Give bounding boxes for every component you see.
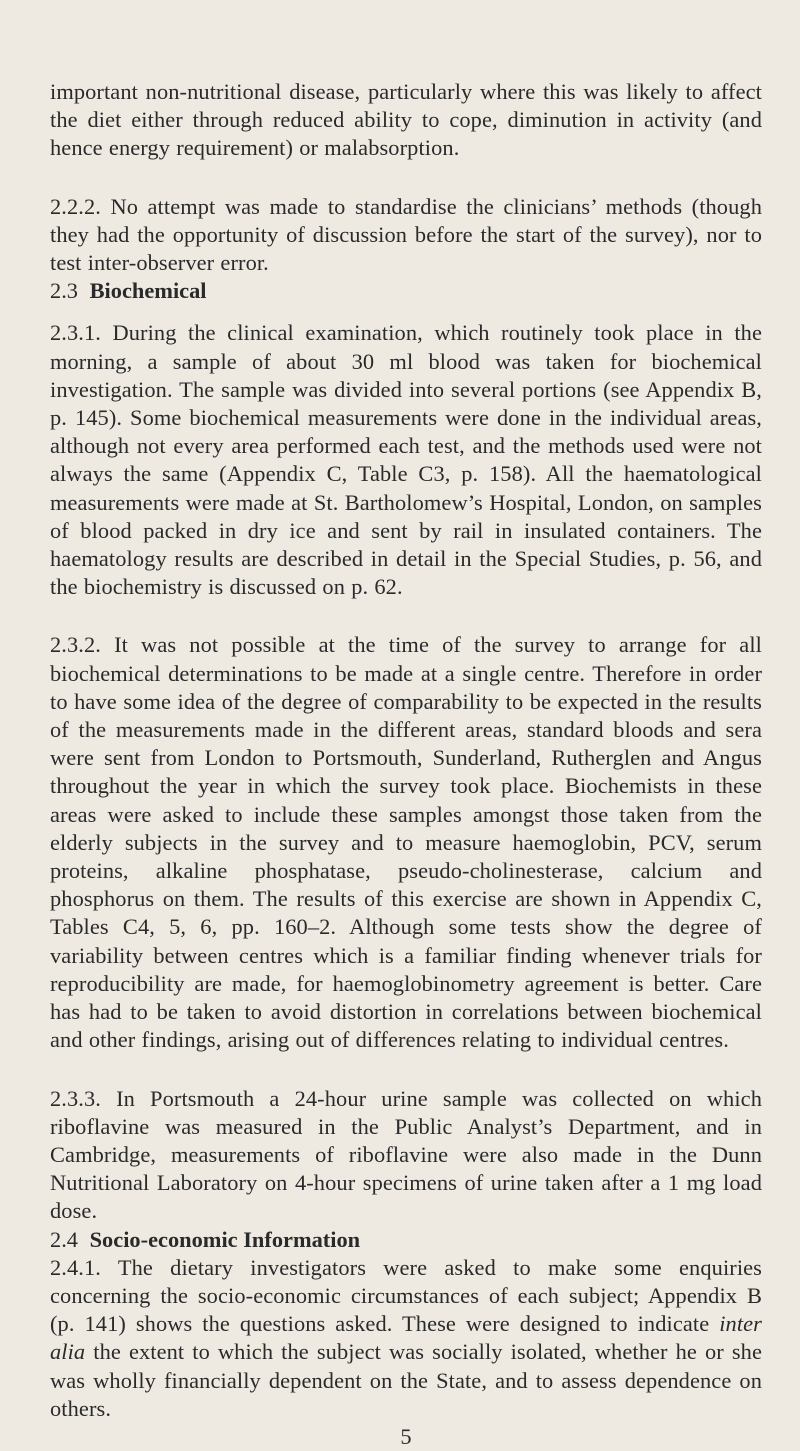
section-heading-biochemical — [50, 277, 762, 305]
paragraph-2-4-1 — [50, 1254, 762, 1423]
section-title: Socio-economic Information — [89, 1226, 361, 1252]
paragraph-text: the extent to which the subject was socially isolated, whether he or she was wholly financially dependent on the State, and to assess dependence on others. — [50, 1339, 762, 1421]
paragraph-continuation: important non-nutritional disease, particularly where this was likely to affect the diet either through reduced ability to cope, diminution in activity (and hence energy requirement) or malabsorption. — [50, 79, 762, 161]
section-number: 2.4 — [50, 1226, 78, 1252]
paragraph-2-2-2: 2.2.2. No attempt was made to standardise the clinicians’ methods (though they had the opportunity of discussion before the start of the survey), nor to test inter-observer error. — [50, 193, 762, 276]
section-title: Biochemical — [89, 278, 207, 304]
page-number: 5 — [400, 1423, 412, 1449]
paragraph-2-3-3: 2.3.3. In Portsmouth a 24-hour urine sample was collected on which riboflavine was measured in the Public Analyst’s Department, and in Cambridge, measurements of riboflavine were also made in the Dunn Nutritional Laboratory on 4-hour specimens of urine taken after a 1 mg load dose. — [50, 1085, 762, 1224]
section-heading-socio-economic — [50, 1226, 762, 1254]
paragraph-2-3-1: 2.3.1. During the clinical examination, which routinely took place in the morning, a sample of about 30 ml blood was taken for biochemical investigation. The sample was divided into several portions (see Appendix B, p. 145). Some biochemical measurements were done in the individual areas, although not every area performed each test, and the methods used were not always the same (Appendix C, Table C3, p. 158). All the haematological measurements were made at St. Bartholomew’s Hospital, London, on samples of blood packed in dry ice and sent by rail in insulated containers. The haematology results are described in detail in the Special Studies, p. 56, and the biochemistry is discussed on p. 62. — [50, 320, 762, 600]
paragraph-2-3-2: 2.3.2. It was not possible at the time of the survey to arrange for all biochemical determinations to be made at a single centre. Therefore in order to have some idea of the degree of comparability to be expected in the results of the measurements made in the different areas, standard bloods and sera were sent from London to Portsmouth, Sunderland, Rutherglen and Angus throughout the year in which the survey took place. Biochemists in these areas were asked to include these samples amongst those taken from the elderly subjects in the survey and to measure haemoglobin, PCV, serum proteins, alkaline phosphatase, pseudo-cholinesterase, calcium and phosphorus on them. The results of this exercise are shown in Appendix C, Tables C4, 5, 6, pp. 160–2. Although some tests show the degree of variability between centres which is a familiar finding whenever trials for reproducibility are made, for haemoglobinometry agreement is better. Care has had to be taken to avoid distortion in correlations between biochemical and other findings, arising out of differences relating to individual centres. — [50, 632, 762, 1053]
section-number: 2.3 — [50, 278, 78, 304]
italic-phrase: inter alia — [50, 1311, 762, 1365]
paragraph-text: 2.4.1. The dietary investigators were asked to make some enquiries concerning the socio-economic circumstances of each subject; Appendix B (p. 141) shows the questions asked. These were designed to indicate — [50, 1254, 762, 1337]
